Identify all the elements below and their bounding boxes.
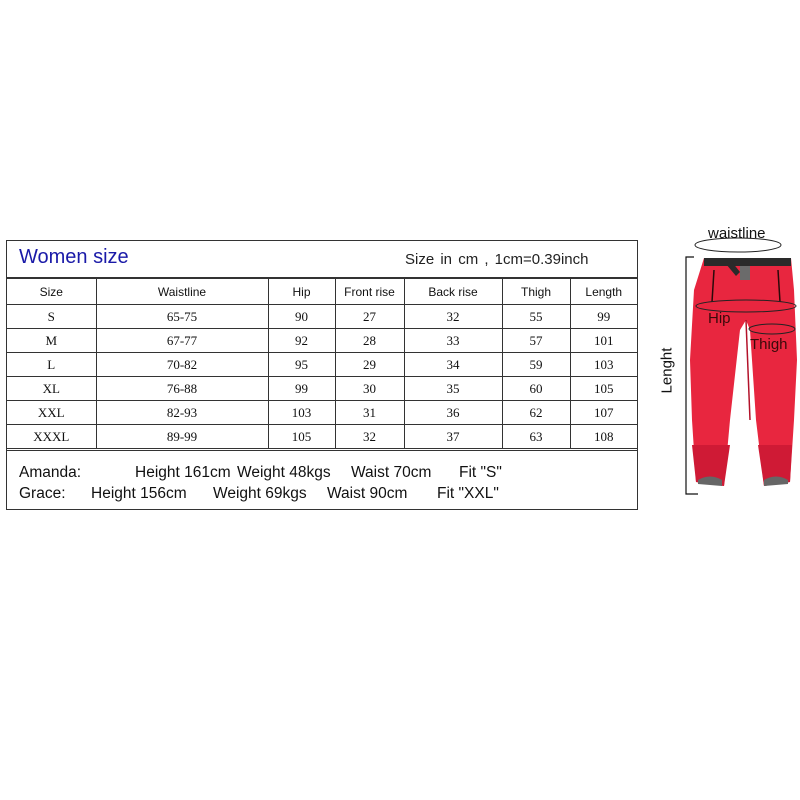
cell-length: 103 [570, 353, 637, 377]
cell-front-rise: 32 [335, 425, 404, 449]
model-fit: Fit "S" [459, 464, 502, 481]
cell-waistline: 70-82 [96, 353, 268, 377]
length-label: Lenght [658, 347, 676, 394]
unit-note: Size in cm , 1cm=0.39inch [405, 251, 589, 268]
cell-length: 101 [570, 329, 637, 353]
cell-hip: 90 [268, 305, 335, 329]
model-weight: Weight 48kgs [237, 464, 331, 481]
col-header-length: Length [570, 279, 637, 305]
size-chart [6, 240, 638, 510]
cell-thigh: 62 [502, 401, 570, 425]
size-table [7, 278, 637, 449]
col-header-thigh: Thigh [502, 279, 570, 305]
cell-length: 99 [570, 305, 637, 329]
table-header-row [7, 279, 637, 305]
size-chart-header [7, 241, 637, 278]
cell-waistline: 89-99 [96, 425, 268, 449]
table-row [7, 377, 637, 401]
thigh-label: Thigh [750, 336, 788, 353]
model-notes [7, 450, 637, 511]
col-header-front-rise: Front rise [335, 279, 404, 305]
model-note-grace [19, 485, 499, 503]
model-height: Height 161cm [135, 464, 231, 481]
cell-back-rise: 33 [404, 329, 502, 353]
cell-thigh: 59 [502, 353, 570, 377]
col-header-size: Size [7, 279, 96, 305]
pants-illustration [660, 220, 800, 510]
model-fit: Fit "XXL" [437, 485, 499, 502]
cell-waistline: 82-93 [96, 401, 268, 425]
cell-back-rise: 35 [404, 377, 502, 401]
waistline-label: waistline [708, 225, 766, 242]
cell-front-rise: 27 [335, 305, 404, 329]
cell-front-rise: 28 [335, 329, 404, 353]
cell-size: XXXL [7, 425, 96, 449]
col-header-waistline: Waistline [96, 279, 268, 305]
model-name: Amanda: [19, 464, 82, 481]
cell-back-rise: 36 [404, 401, 502, 425]
table-row [7, 329, 637, 353]
cell-hip: 103 [268, 401, 335, 425]
cell-size: L [7, 353, 96, 377]
cell-hip: 105 [268, 425, 335, 449]
table-row [7, 305, 637, 329]
cell-size: XXL [7, 401, 96, 425]
cell-thigh: 55 [502, 305, 570, 329]
cell-back-rise: 34 [404, 353, 502, 377]
col-header-hip: Hip [268, 279, 335, 305]
chart-title: Women size [19, 246, 129, 268]
cell-back-rise: 32 [404, 305, 502, 329]
cell-front-rise: 31 [335, 401, 404, 425]
col-header-back-rise: Back rise [404, 279, 502, 305]
cell-length: 105 [570, 377, 637, 401]
cell-hip: 92 [268, 329, 335, 353]
cell-waistline: 76-88 [96, 377, 268, 401]
cell-size: XL [7, 377, 96, 401]
cell-waistline: 67-77 [96, 329, 268, 353]
model-note-amanda [19, 464, 502, 482]
cell-back-rise: 37 [404, 425, 502, 449]
cell-hip: 95 [268, 353, 335, 377]
model-weight: Weight 69kgs [213, 485, 307, 502]
cell-thigh: 60 [502, 377, 570, 401]
cell-size: S [7, 305, 96, 329]
model-waist: Waist 70cm [351, 464, 432, 481]
hip-label: Hip [708, 310, 731, 327]
table-row [7, 353, 637, 377]
cell-length: 108 [570, 425, 637, 449]
cell-waistline: 65-75 [96, 305, 268, 329]
model-waist: Waist 90cm [327, 485, 408, 502]
cell-thigh: 57 [502, 329, 570, 353]
cell-thigh: 63 [502, 425, 570, 449]
pants-measurement-figure [660, 220, 800, 510]
model-name: Grace: [19, 485, 66, 502]
cell-front-rise: 29 [335, 353, 404, 377]
model-height: Height 156cm [91, 485, 187, 502]
cell-hip: 99 [268, 377, 335, 401]
table-row [7, 425, 637, 449]
cell-length: 107 [570, 401, 637, 425]
table-row [7, 401, 637, 425]
cell-size: M [7, 329, 96, 353]
cell-front-rise: 30 [335, 377, 404, 401]
